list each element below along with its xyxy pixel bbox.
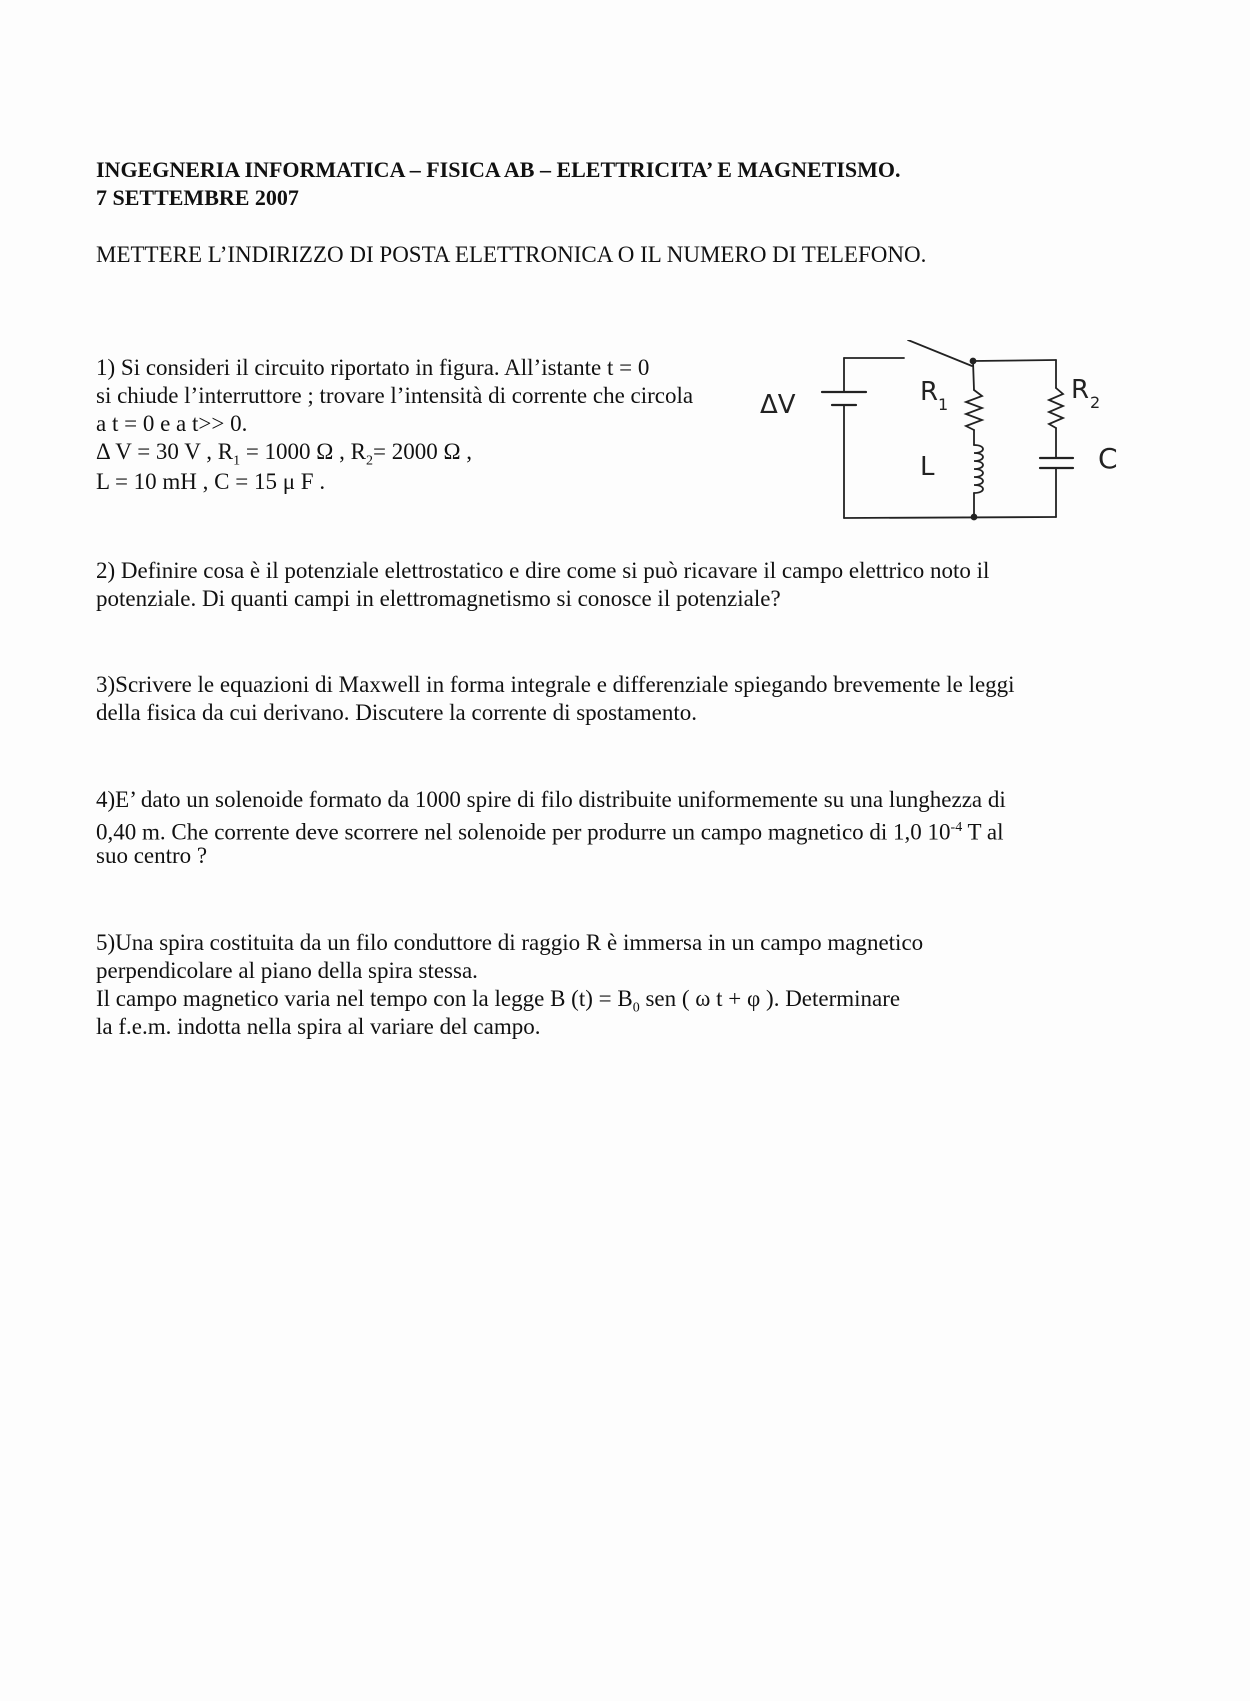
switch-blade xyxy=(908,340,972,366)
exam-title: INGEGNERIA INFORMATICA – FISICA AB – ELETTRICITA’ E MAGNETISMO. xyxy=(96,157,901,182)
problem-1-line-5: L = 10 mH , C = 15 μ F . xyxy=(96,469,326,494)
problem-2-line-1: 2) Definire cosa è il potenziale elettrostatico e dire come si può ricavare il campo elettrico noto il xyxy=(96,558,990,583)
r2-symbol: R xyxy=(350,439,366,464)
r1-subscript: 1 xyxy=(233,453,241,469)
problem-1-line-3: a t = 0 e a t>> 0. xyxy=(96,411,248,436)
problem-1-line-1: 1) Si consideri il circuito riportato in figura. All’istante t = 0 xyxy=(96,355,650,380)
problem-3-line-1: 3)Scrivere le equazioni di Maxwell in forma integrale e differenziale spiegando brevemente le leggi xyxy=(96,672,1015,697)
problem-1-line-2: si chiude l’interruttore ; trovare l’intensità di corrente che circola xyxy=(96,383,694,408)
dv-value: Δ V = 30 V , xyxy=(96,439,212,464)
circuit-diagram xyxy=(760,340,1130,525)
exponent: -4 xyxy=(950,820,963,835)
circuit-dv-label: ΔV xyxy=(760,390,796,420)
problem-3-line-2: della fisica da cui derivano. Discutere la corrente di spostamento. xyxy=(96,700,697,725)
problem-5-line-3-text: Il campo magnetico varia nel tempo con la legge B (t) = B xyxy=(96,986,633,1011)
circuit-c-label: C xyxy=(1098,442,1118,475)
problem-5-line-2: perpendicolare al piano della spira stessa. xyxy=(96,958,478,983)
circuit-r1-label: R xyxy=(920,377,939,407)
circuit-l-label: L xyxy=(920,452,935,482)
inductor-l xyxy=(974,445,983,493)
resistor-r2 xyxy=(1049,388,1063,428)
branch1-wire-top xyxy=(973,361,974,390)
bottom-wire xyxy=(844,517,1056,518)
top-right-wire xyxy=(973,360,1056,361)
problem-4-line-2-unit: T al xyxy=(962,819,1004,845)
problem-5-line-4: la f.e.m. indotta nella spira al variare del campo. xyxy=(96,1014,541,1039)
b0-subscript: 0 xyxy=(632,1000,640,1016)
r2-value: = 2000 Ω , xyxy=(372,439,473,464)
problem-4-line-2 xyxy=(96,814,1004,847)
problem-4-line-1: 4)E’ dato un solenoide formato da 1000 spire di filo distribuite uniformemente su una lunghezza di xyxy=(96,787,1006,812)
bottom-node xyxy=(972,515,977,520)
r1-value: = 1000 Ω , xyxy=(245,439,345,464)
problem-5-line-1: 5)Una spira costituita da un filo conduttore di raggio R è immersa in un campo magnetico xyxy=(96,930,924,955)
r2-subscript: 2 xyxy=(365,453,373,469)
problem-5-line-3-rest: sen ( ω t + φ ). Determinare xyxy=(639,986,901,1011)
circuit-r1-subscript: 1 xyxy=(938,395,949,414)
exam-date: 7 SETTEMBRE 2007 xyxy=(96,185,299,210)
circuit-r2-subscript: 2 xyxy=(1090,393,1101,412)
resistor-r1 xyxy=(966,390,982,430)
circuit-r2-label: R xyxy=(1071,375,1090,405)
problem-4-line-3: suo centro ? xyxy=(96,843,208,868)
contact-instruction: METTERE L’INDIRIZZO DI POSTA ELETTRONICA O IL NUMERO DI TELEFONO. xyxy=(96,242,927,267)
problem-4-line-2-text: 0,40 m. Che corrente deve scorrere nel solenoide per produrre un campo magnetico di 1,0 10 xyxy=(96,819,951,845)
problem-2-line-2: potenziale. Di quanti campi in elettromagnetismo si conosce il potenziale? xyxy=(96,586,781,611)
r1-symbol: R xyxy=(217,439,234,464)
